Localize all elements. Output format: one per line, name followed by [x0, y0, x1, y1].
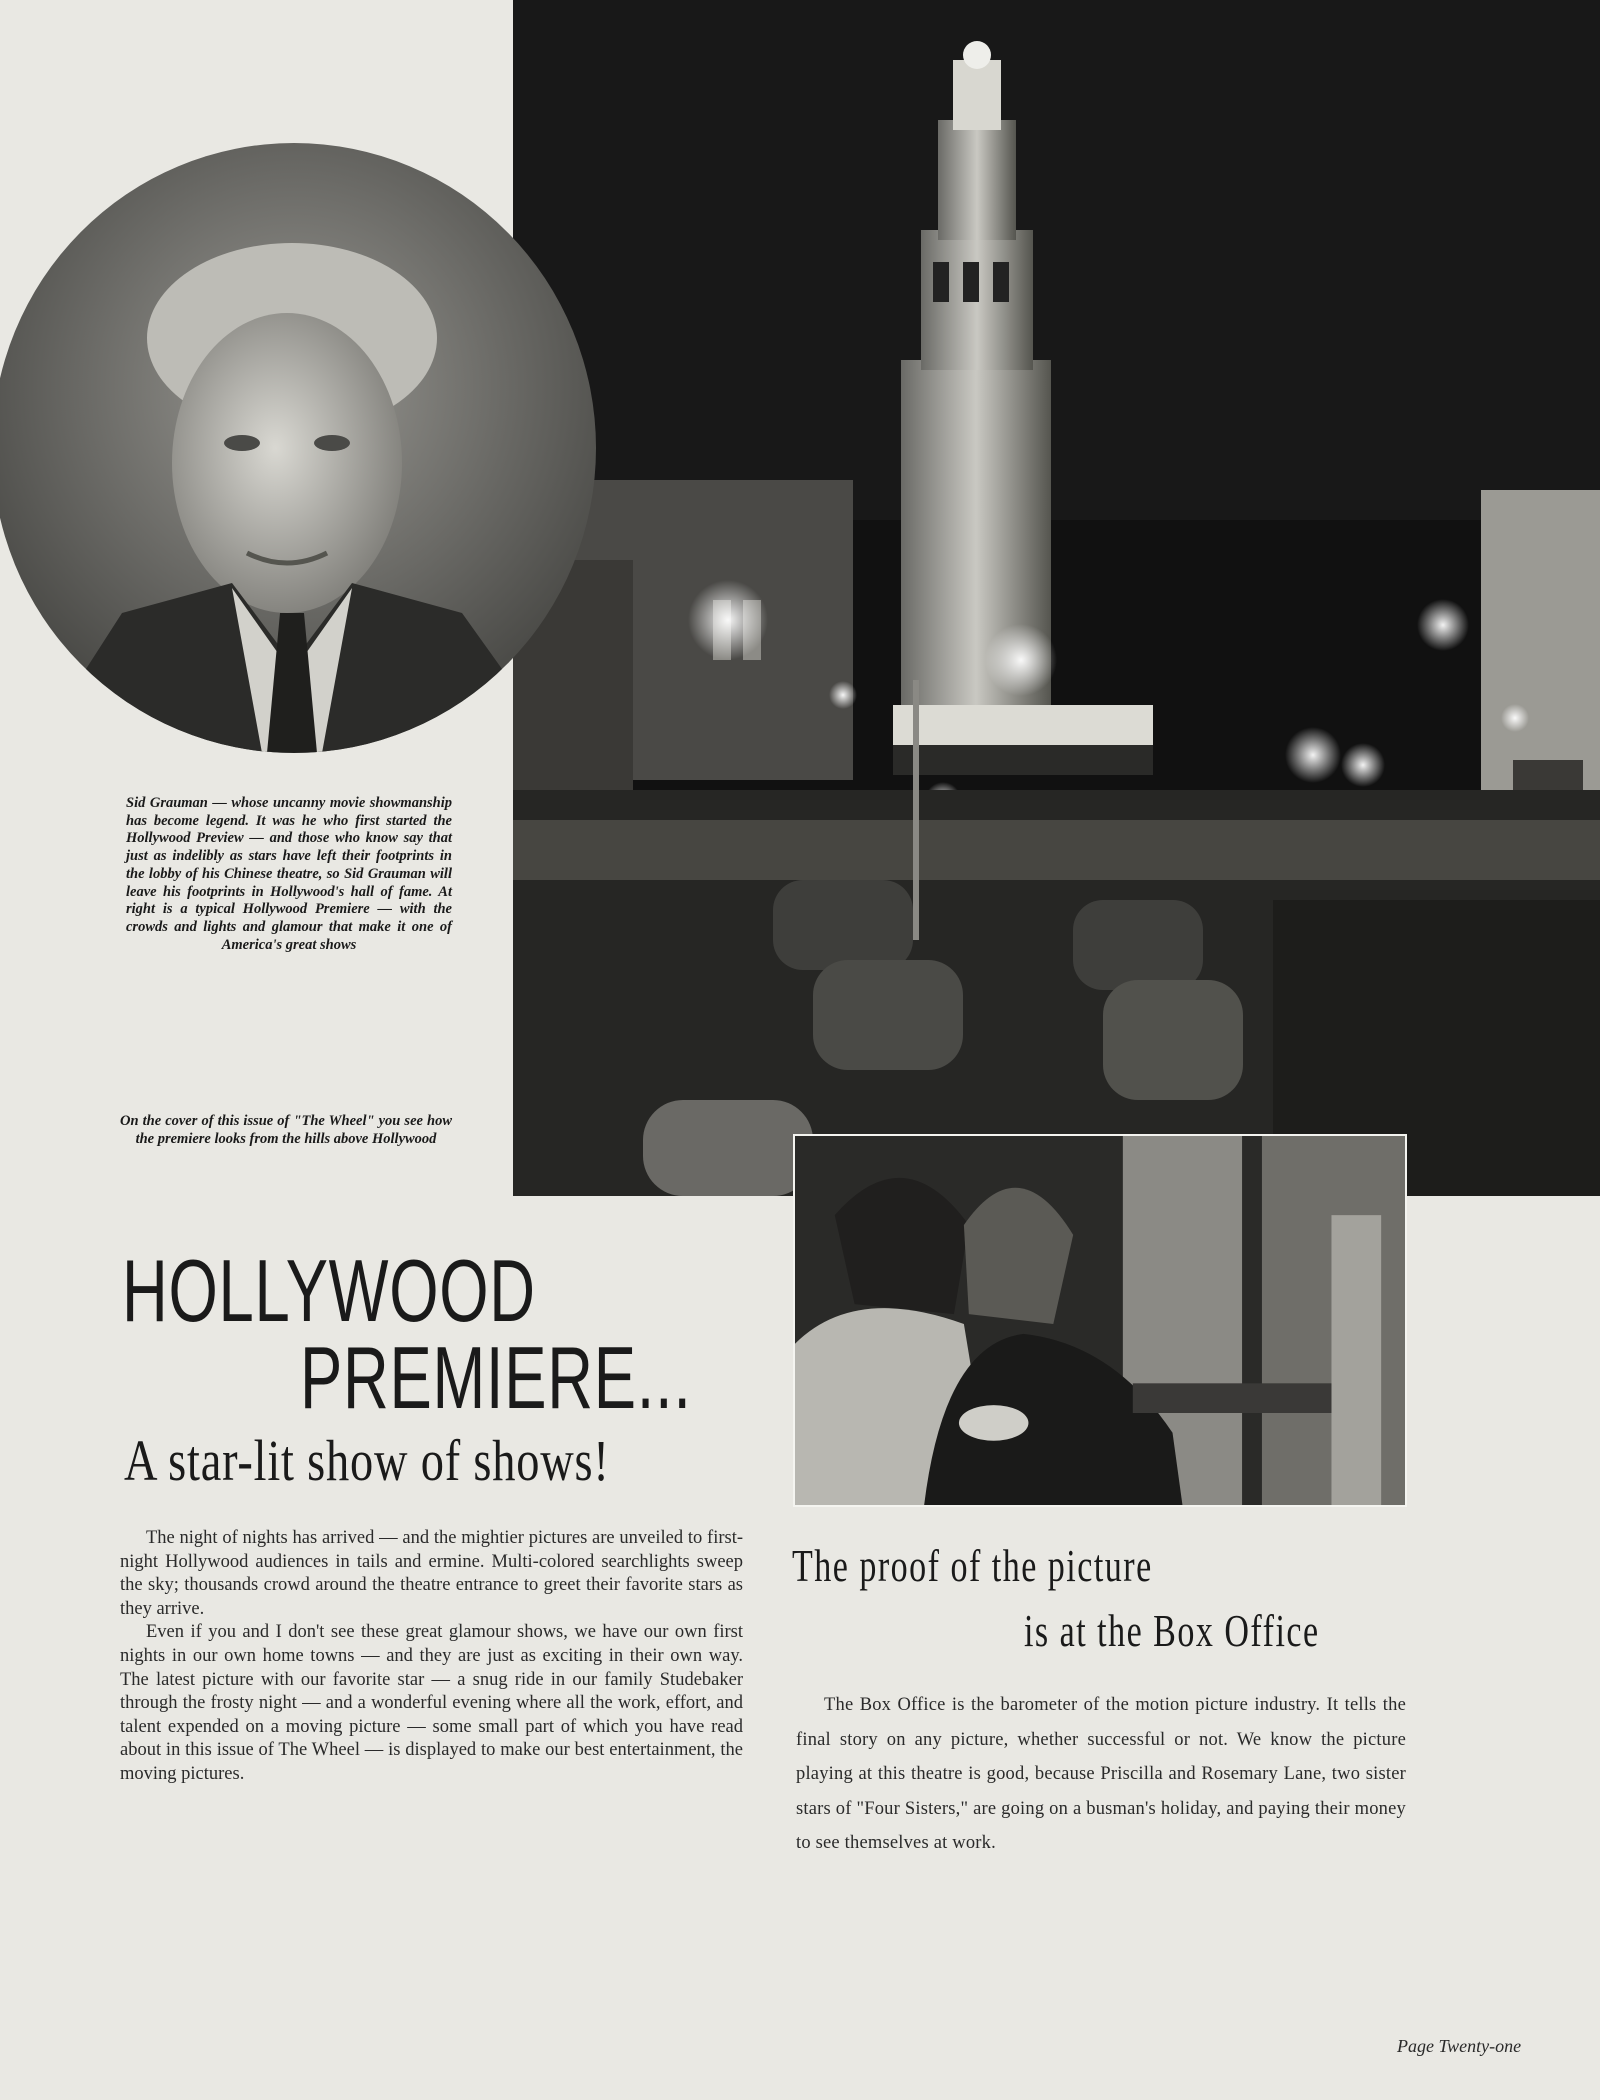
article-paragraph: The night of nights has arrived — and the mightier pictures are unveiled to first-night Hollywood audiences in tails and ermine. Multi-colored searchlights sweep the sky; thousands crowd around the theatre entrance to greet their favorite stars as they arrive. [120, 1528, 743, 1619]
article-paragraph: Even if you and I don't see these great glamour shows, we have our own first nights in our own home towns — and they are just as exciting in their own way. The latest picture with our favorite star — a snug ride in our family Studebaker through the frosty night — and a wonderful evening where all the work, effort, and talent expended on a moving picture — some small part of which you have read about in this issue of The Wheel — is displayed to make our best entertainment, the moving pictures. [120, 1622, 743, 1784]
cover-caption: On the cover of this issue of "The Wheel" you see how the premiere looks from the hills above Hollywood [120, 1113, 452, 1147]
box-office-heading-line-1: The proof of the picture [792, 1540, 1153, 1591]
box-office-paragraph: The Box Office is the barometer of the motion picture industry. It tells the final story on any picture, whether successful or not. We know the picture playing at this theatre is good, because Priscilla and Rosemary Lane, two sister stars of "Four Sisters," are going on a busman's holiday, and paying their money to see themselves at work. [796, 1695, 1406, 1853]
headline-line-1: HOLLYWOOD [122, 1241, 536, 1340]
box-office-photo [793, 1134, 1407, 1507]
article-body [120, 1527, 743, 1787]
portrait-caption: Sid Grauman — whose uncanny movie showmanship has become legend. It was he who first started the Hollywood Preview — and those who know say that just as indelibly as stars have left their footprints in the lobby of his Chinese theatre, so Sid Grauman will leave his footprints in Hollywood's hall of fame. At right is a typical Hollywood Premiere — with the crowds and lights and glamour that make it one of America's great shows [126, 795, 452, 953]
premiere-night-photo [513, 0, 1600, 1196]
box-office-heading-line-2: is at the Box Office [1024, 1605, 1320, 1656]
subheadline: A star-lit show of shows! [124, 1428, 610, 1493]
sid-grauman-portrait [0, 143, 596, 753]
headline-line-2: PREMIERE... [300, 1328, 692, 1427]
page-number: Page Twenty-one [1397, 2036, 1522, 2056]
box-office-body [796, 1688, 1406, 1861]
